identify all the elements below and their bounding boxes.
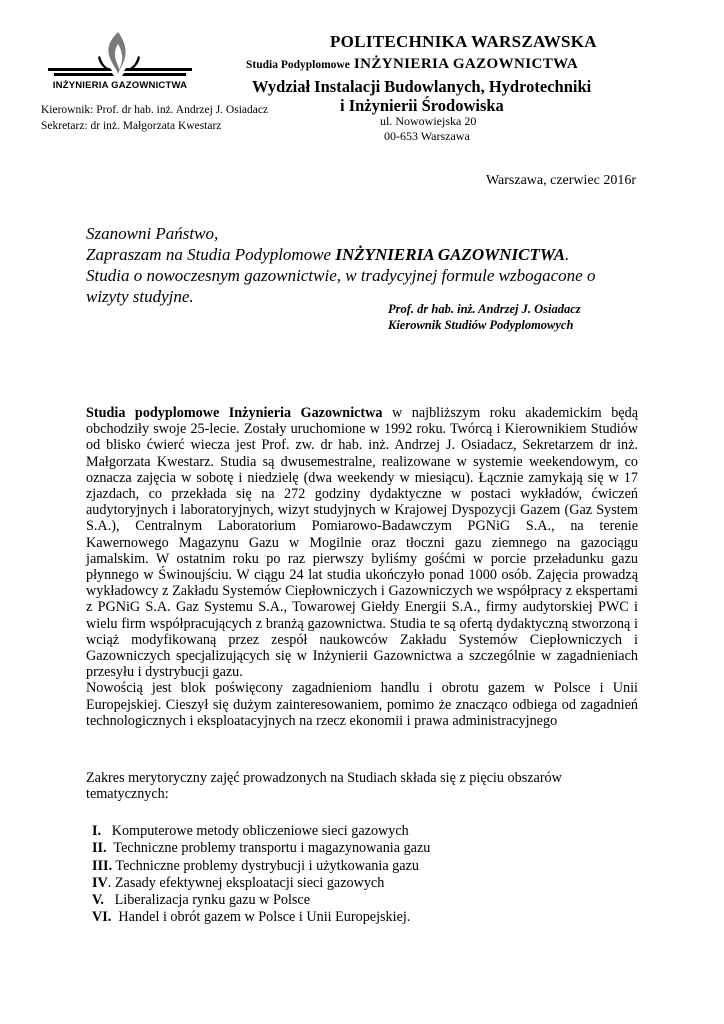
list-item-text: Techniczne problemy dystrybucji i użytkowania gazu	[112, 857, 419, 874]
intro-block	[86, 223, 646, 307]
paragraph-1	[86, 405, 638, 680]
studies-line	[246, 55, 578, 73]
studies-name: INŻYNIERIA GAZOWNICTWA	[353, 56, 579, 72]
list-item	[92, 823, 430, 840]
address-city: 00-653 Warszawa	[384, 129, 470, 143]
letter-date: Warszawa, czerwiec 2016r	[485, 173, 636, 188]
invitation-end: .	[565, 245, 570, 264]
intro-line-4: wizyty studyjne.	[86, 287, 194, 306]
signature-role: Kierownik Studiów Podyplomowych	[388, 318, 574, 332]
list-item-text: Komputerowe metody obliczeniowe sieci gazowych	[101, 823, 409, 839]
list-item-number: VI.	[92, 909, 112, 926]
studies-prefix: Studia Podyplomowe	[246, 59, 350, 71]
faculty-line-1: Wydział Instalacji Budowlanych, Hydrotechniki	[252, 77, 592, 96]
faculty-line-2: i Inżynierii Środowiska	[340, 96, 504, 115]
list-item	[92, 840, 430, 857]
logo-text: INŻYNIERIA GAZOWNICTWA	[52, 80, 188, 91]
list-item-number: V.	[92, 892, 104, 909]
institution-title: POLITECHNIKA WARSZAWSKA	[330, 32, 597, 51]
greeting: Szanowni Państwo,	[86, 224, 219, 243]
scope-paragraph: Zakres merytoryczny zajęć prowadzonych na Studiach składa się z pięciu obszarów tematycznych:	[86, 770, 562, 803]
paragraph-lead: Studia podyplomowe Inżynieria Gazownictwa	[86, 405, 383, 421]
invitation-program: INŻYNIERIA GAZOWNICTWA	[335, 245, 566, 264]
body-text	[86, 405, 638, 729]
list-item-text: Techniczne problemy transportu i magazynowania gazu	[106, 840, 431, 857]
list-item-number: III.	[92, 857, 113, 874]
paragraph-1-text: w najbliższym roku akademickim będą obchodziły swoje 25-lecie. Zostały uruchomione w 1992 roku. Twórcą i Kierownikiem Studiów od blisko ćwierć wiecza jest Prof. zw. dr hab. inż. Andrzej J. Osiadacz, Sekretarzem dr inż. Małgorzata Kwestarz. Studia są dwusemestralne, realizowane w systemie weekendowym, co oznacza zajęcia w sobotę i niedzielę (dwa weekendy w miesiącu). Łącznie zamykają się w 17 zjazdach, co przekłada się na 272 godziny dydaktyczne w postaci wykładów, ćwiczeń audytoryjnych i laboratoryjnych, wizyt studyjnych w Krajowej Dyspozycji Gazem (Gaz System S.A.), Centralnym Laboratorium Pomiarowo-Badawczym PGNiG S.A., na terenie Kawernowego Magazynu Gazu w Mogilnie oraz tłoczni gazu ziemnego na gazociągu jamalskim. W ostatnim roku po raz pierwszy byliśmy gośćmi w porcie przeładunku gazu płynnego w Świnoujściu. W ciągu 24 lat studia ukończyło ponad 1000 osób. Zajęcia prowadzą wykładowcy z Zakładu Systemów Ciepłowniczych i Gazowniczych we współpracy z ekspertami z PGNiG S.A. Gaz Systemu S.A., Towarowej Giełdy Energii S.A., firmy audytorskiej PWC i wielu firm współpracujących z branżą gazownictwa. Studia te są ofertą dydaktyczną stworzoną i wciąż modyfikowaną przez zespół naukowców Zakładu Systemów Ciepłowniczych i Gazowniczych specjalizujących się w Inżynierii Gazownictwa a szczególnie w zagadnieniach przesyłu i dystrybucji gazu.	[86, 405, 638, 681]
invitation-text: Zapraszam na Studia Podyplomowe	[86, 245, 336, 264]
address-street: ul. Nowowiejska 20	[380, 114, 477, 128]
paragraph-2: Nowością jest blok poświęcony zagadnieniom handlu i obrotu gazem w Polsce i Unii Europejskiej. Cieszył się dużym zainteresowaniem, pomimo że znacząco odbiega od zagadnień technologicznych i eksploatacyjnych na rzecz ekonomii i prawa administracyjnego	[86, 680, 638, 729]
list-item	[92, 909, 430, 926]
list-item	[92, 858, 430, 875]
list-item	[92, 892, 430, 909]
list-item-text: . Zasady efektywnej eksploatacji sieci gazowych	[107, 874, 385, 891]
flame-logo-icon	[40, 30, 200, 82]
intro-line-3: Studia o nowoczesnym gazownictwie, w tradycyjnej formule wzbogacone o	[86, 266, 596, 285]
list-item-number: IV	[92, 874, 108, 891]
list-item-text: Liberalizacja rynku gazu w Polsce	[103, 892, 310, 909]
topics-list	[92, 823, 430, 927]
secretary: Sekretarz: dr inż. Małgorzata Kwestarz	[41, 120, 222, 132]
logo	[40, 30, 200, 94]
invitation-line	[86, 244, 646, 265]
list-item	[92, 875, 430, 892]
head-of-studies: Kierownik: Prof. dr hab. inż. Andrzej J. Osiadacz	[41, 104, 269, 116]
list-item-number: II.	[92, 840, 107, 857]
list-item-number: I.	[92, 823, 102, 839]
list-item-text: Handel i obrót gazem w Polsce i Unii Europejskiej.	[111, 909, 411, 926]
signature-name: Prof. dr hab. inż. Andrzej J. Osiadacz	[388, 302, 581, 316]
